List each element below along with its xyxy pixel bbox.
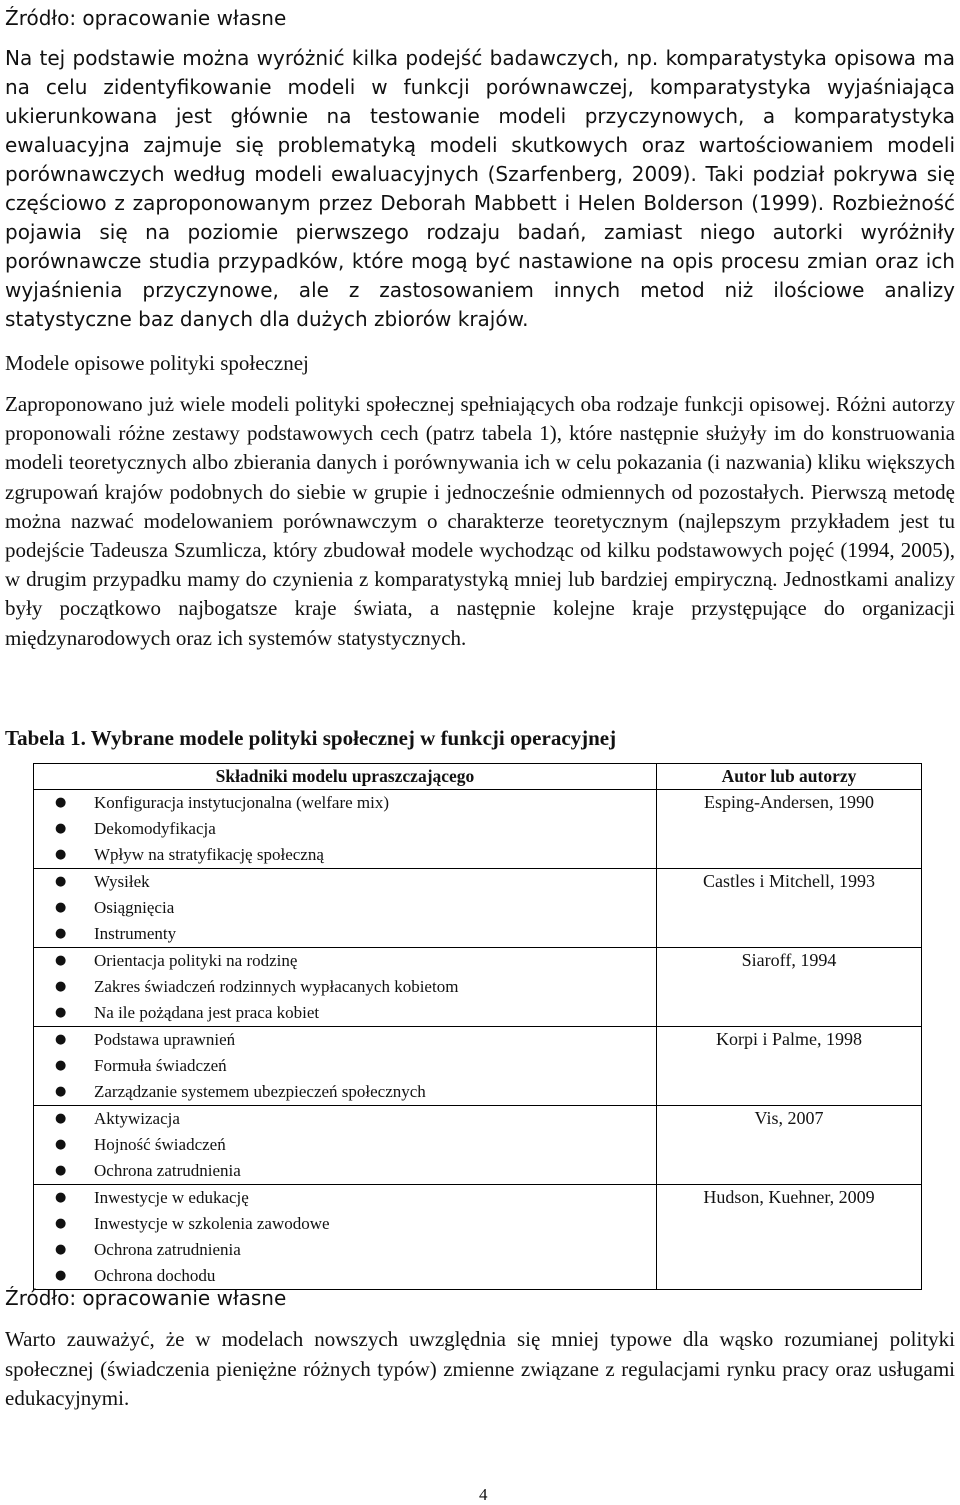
table-row [34, 1106, 922, 1185]
components-cell [34, 1027, 657, 1106]
models-table [33, 763, 922, 1290]
list-item: ● Podstawa uprawnień [34, 1027, 656, 1053]
components-cell [34, 790, 657, 869]
author-cell: Siaroff, 1994 [657, 948, 922, 1027]
column-header-author: Autor lub autorzy [657, 764, 922, 790]
table-header-row [34, 764, 922, 790]
list-item: ● Instrumenty [34, 921, 656, 947]
list-item: ● Ochrona dochodu [34, 1263, 656, 1289]
list-item: ● Wpływ na stratyfikację społeczną [34, 842, 656, 868]
paragraph-descriptive-models: Zaproponowano już wiele modeli polityki społecznej spełniających oba rodzaje funkcji opisowej. Różni autorzy proponowali różne zestawy podstawowych cech (patrz tabela 1), które następnie służyły im do konstruowania modeli teoretycznych albo zbierania danych i porównywania ich w celu pokazania (i nazwania) kliku większych zgrupowań krajów podobnych do siebie w grupie i jednocześnie odmiennych od pozostałych. Pierwszą metodę można nazwać modelowaniem porównawczym o charakterze teoretycznym (najlepszym przykładem jest tu podejście Tadeusza Szumlicza, który zbudował modele wychodząc od kilku podstawowych pojęć (1994, 2005), w drugim przypadku mamy do czynienia z komparatystyką mniej lub bardziej empiryczną. Jednostkami analizy były początkowo najbogatsze kraje świata, a następnie kolejne kraje przystępujące do organizacji międzynarodowych oraz ich systemów statystycznych. [5, 392, 955, 650]
list-item: ● Zarządzanie systemem ubezpieczeń społecznych [34, 1079, 656, 1105]
page-number: 4 [479, 1485, 488, 1504]
table-row [34, 1027, 922, 1106]
source-note-top: Źródło: opracowanie własne [5, 6, 287, 30]
author-cell: Vis, 2007 [657, 1106, 922, 1185]
list-item: ● Ochrona zatrudnienia [34, 1158, 656, 1184]
list-item: ● Wysiłek [34, 869, 656, 895]
list-item: ● Na ile pożądana jest praca kobiet [34, 1000, 656, 1026]
list-item: ● Zakres świadczeń rodzinnych wypłacanych kobietom [34, 974, 656, 1000]
list-item: ● Osiągnięcia [34, 895, 656, 921]
table-caption: Tabela 1. Wybrane modele polityki społecznej w funkcji operacyjnej [5, 726, 617, 750]
components-cell [34, 1185, 657, 1290]
list-item: ● Konfiguracja instytucjonalna (welfare mix) [34, 790, 656, 816]
list-item: ● Hojność świadczeń [34, 1132, 656, 1158]
components-cell [34, 948, 657, 1027]
author-cell: Korpi i Palme, 1998 [657, 1027, 922, 1106]
table-row [34, 948, 922, 1027]
author-cell: Hudson, Kuehner, 2009 [657, 1185, 922, 1290]
author-cell: Esping-Andersen, 1990 [657, 790, 922, 869]
table-row [34, 869, 922, 948]
paragraph-approaches: Na tej podstawie można wyróżnić kilka podejść badawczych, np. komparatystyka opisowa ma na celu zidentyfikowanie modeli w funkcji porównawczej, komparatystyka wyjaśniająca ukierunkowana jest głównie na testowanie modeli przyczynowych, a komparatystyka ewaluacyjna zajmuje się problematyką modeli skutkowych oraz wartościowaniem modeli porównawczych według modeli ewaluacyjnych (Szarfenberg, 2009). Taki podział pokrywa się częściowo z zaproponowanym przez Deborah Mabbett i Helen Bolderson (1999). Rozbieżność pojawia się na poziomie pierwszego rodzaju badań, zamiast niego autorki wyróżniły porównawcze studia przypadków, które mogą być nastawione na opis procesu zmian oraz ich wyjaśnienia przyczynowe, ale z zastosowaniem innych metod niż ilościowe analizy statystyczne baz danych dla dużych zbiorów krajów. [5, 46, 955, 331]
paragraph-conclusion: Warto zauważyć, że w modelach nowszych uwzględnia się mniej typowe dla wąsko rozumianej polityki społecznej (świadczenia pieniężne różnych typów) zmienne związane z regulacjami rynku pracy oraz usługami edukacyjnymi. [5, 1327, 955, 1410]
list-item: ● Dekomodyfikacja [34, 816, 656, 842]
list-item: ● Inwestycje w szkolenia zawodowe [34, 1211, 656, 1237]
table-row [34, 790, 922, 869]
list-item: ● Formuła świadczeń [34, 1053, 656, 1079]
section-heading: Modele opisowe polityki społecznej [5, 351, 309, 375]
components-cell [34, 1106, 657, 1185]
column-header-components: Składniki modelu upraszczającego [34, 764, 657, 790]
list-item: ● Ochrona zatrudnienia [34, 1237, 656, 1263]
author-cell: Castles i Mitchell, 1993 [657, 869, 922, 948]
table-row [34, 1185, 922, 1290]
components-cell [34, 869, 657, 948]
list-item: ● Aktywizacja [34, 1106, 656, 1132]
source-note-bottom: Źródło: opracowanie własne [5, 1286, 287, 1310]
list-item: ● Orientacja polityki na rodzinę [34, 948, 656, 974]
list-item: ● Inwestycje w edukację [34, 1185, 656, 1211]
